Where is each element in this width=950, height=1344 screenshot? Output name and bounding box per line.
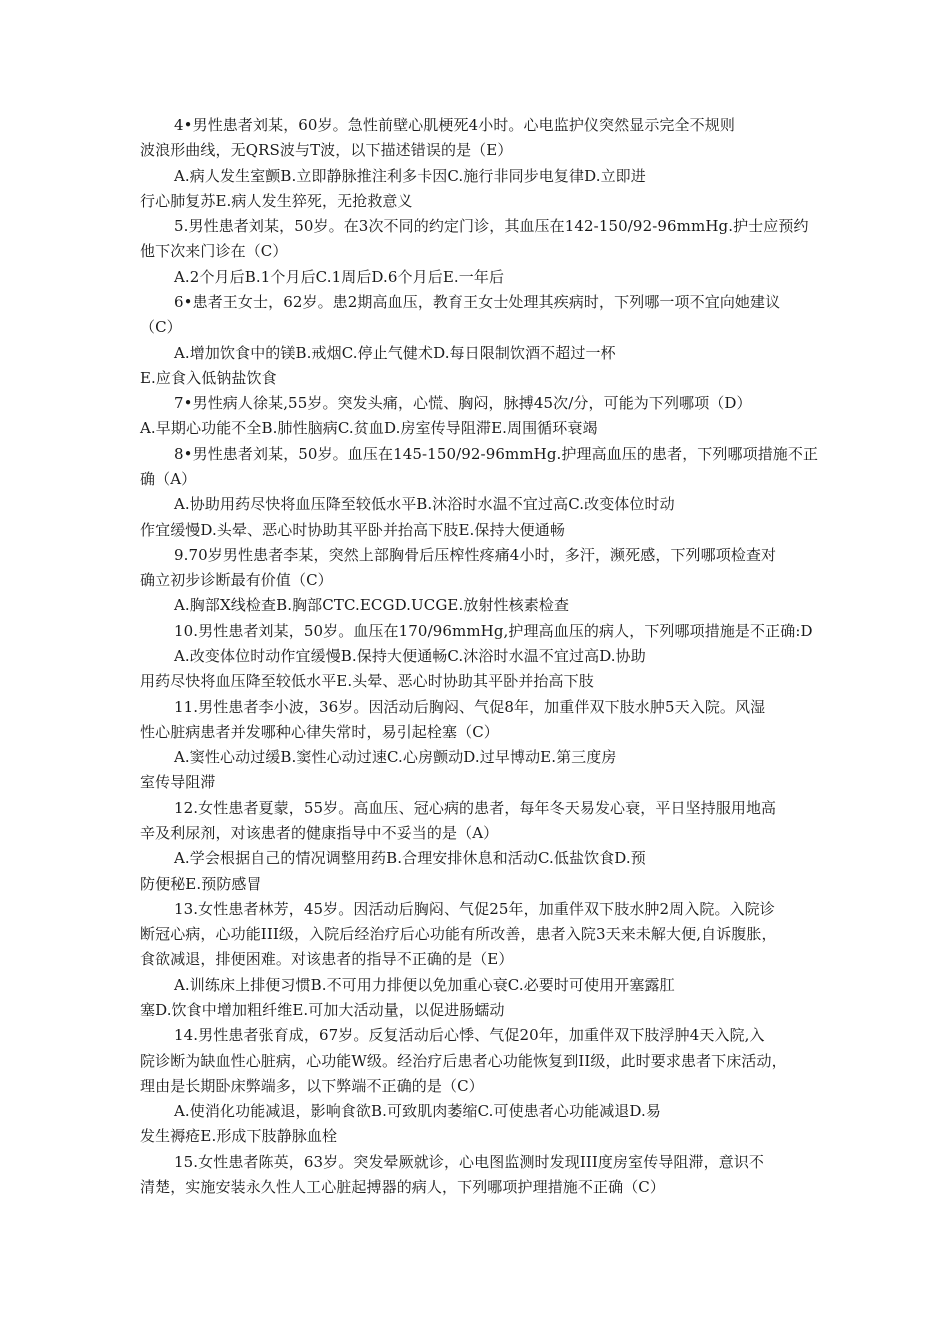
question-8-line-2: 确（A）: [140, 470, 197, 488]
question-4-line-2: 波浪形曲线，无QRS波与T波，以下描述错误的是（E）: [140, 141, 513, 159]
question-13-line-3: 食欲减退，排便困难。对该患者的指导不正确的是（E）: [140, 950, 514, 968]
question-7-line-1: 7•男性病人徐某,55岁。突发头痛，心慌、胸闷，脉搏45次/分，可能为下列哪项（D）: [174, 394, 752, 412]
question-15-line-2: 清楚，实施安装永久性人工心脏起搏器的病人，下列哪项护理措施不正确（C）: [140, 1178, 665, 1196]
question-6-options-line-2: E.应食入低钠盐饮食: [140, 369, 277, 387]
question-8-options-line-1: A.协助用药尽快将血压降至较低水平B.沐浴时水温不宜过高C.改变体位时动: [174, 495, 675, 513]
question-15-line-1: 15.女性患者陈英，63岁。突发晕厥就诊，心电图监测时发现III度房室传导阻滞，意识不: [174, 1153, 765, 1171]
question-12-line-1: 12.女性患者夏蒙，55岁。高血压、冠心病的患者，每年冬天易发心衰，平日坚持服用地高: [174, 799, 777, 817]
question-12-line-2: 辛及利尿剂，对该患者的健康指导中不妥当的是（A）: [140, 824, 499, 842]
question-9-options: A.胸部X线检查B.胸部CTC.ECGD.UCGE.放射性核素检查: [174, 596, 570, 614]
question-5-line-2: 他下次来门诊在（C）: [140, 242, 288, 260]
question-10-options-line-1: A.改变体位时动作宜缓慢B.保持大便通畅C.沐浴时水温不宜过高D.协助: [174, 647, 646, 665]
question-13-options-line-1: A.训练床上排便习惯B.不可用力排便以免加重心衰C.必要时可使用开塞露肛: [174, 976, 675, 994]
question-14-line-1: 14.男性患者张育成，67岁。反复活动后心悸、气促20年，加重伴双下肢浮肿4天入院,入: [174, 1026, 765, 1044]
question-5-line-1: 5.男性患者刘某，50岁。在3次不同的约定门诊，其血压在142-150/92-96mmHg.护士应预约: [174, 217, 809, 235]
question-11-options-line-1: A.窦性心动过缓B.窦性心动过速C.心房颤动D.过早博动E.第三度房: [174, 748, 617, 766]
question-6-line-1: 6•患者王女士，62岁。患2期高血压，教育王女士处理其疾病时，下列哪一项不宜向她建议: [174, 293, 781, 311]
question-11-options-line-2: 室传导阻滞: [140, 773, 216, 791]
question-14-options-line-1: A.使消化功能减退，影响食欲B.可致肌肉萎缩C.可使患者心功能减退D.易: [174, 1102, 661, 1120]
question-13-line-1: 13.女性患者林芳，45岁。因活动后胸闷、气促25年，加重伴双下肢水肿2周入院。入院诊: [174, 900, 775, 918]
question-7-options: A.早期心功能不全B.肺性脑病C.贫血D.房室传导阻滞E.周围循环衰竭: [140, 419, 598, 437]
question-14-line-3: 理由是长期卧床弊端多，以下弊端不正确的是（C）: [140, 1077, 484, 1095]
question-4-options-line-1: A.病人发生室颤B.立即静脉推注利多卡因C.施行非同步电复律D.立即进: [174, 167, 646, 185]
question-8-line-1: 8•男性患者刘某，50岁。血压在145-150/92-96mmHg.护理高血压的患者，下列哪项措施不正: [174, 445, 819, 463]
question-13-line-2: 断冠心病，心功能III级，入院后经治疗后心功能有所改善，患者入院3天来未解大便,自诉腹胀，: [140, 925, 777, 943]
question-12-options-line-1: A.学会根据自己的情况调整用药B.合理安排休息和活动C.低盐饮食D.预: [174, 849, 646, 867]
question-10-options-line-2: 用药尽快将血压降至较低水平E.头晕、恶心时协助其平卧并抬高下肢: [140, 672, 594, 690]
question-13-options-line-2: 塞D.饮食中增加粗纤维E.可加大活动量，以促进肠蠕动: [140, 1001, 505, 1019]
question-11-line-1: 11.男性患者李小波，36岁。因活动后胸闷、气促8年，加重伴双下肢水肿5天入院。风湿: [174, 698, 766, 716]
question-6-line-2: （C）: [140, 318, 182, 336]
question-8-options-line-2: 作宜缓慢D.头晕、恶心时协助其平卧并抬高下肢E.保持大便通畅: [140, 521, 565, 539]
question-12-options-line-2: 防便秘E.预防感冒: [140, 875, 262, 893]
question-4-line-1: 4•男性患者刘某，60岁。急性前壁心肌梗死4小时。心电监护仪突然显示完全不规则: [174, 116, 735, 134]
question-4-options-line-2: 行心肺复苏E.病人发生猝死，无抢救意义: [140, 192, 413, 210]
question-14-options-line-2: 发生褥疮E.形成下肢静脉血栓: [140, 1127, 338, 1145]
question-9-line-2: 确立初步诊断最有价值（C）: [140, 571, 333, 589]
question-10-line-1: 10.男性患者刘某，50岁。血压在170/96mmHg,护理高血压的病人，下列哪项措施是不正确:D: [174, 622, 813, 640]
question-5-options: A.2个月后B.1个月后C.1周后D.6个月后E.一年后: [174, 268, 505, 286]
question-9-line-1: 9.70岁男性患者李某，突然上部胸骨后压榨性疼痛4小时，多汗，濒死感，下列哪项检查对: [174, 546, 777, 564]
question-11-line-2: 性心脏病患者并发哪种心律失常时，易引起栓塞（C）: [140, 723, 499, 741]
question-14-line-2: 院诊断为缺血性心脏病，心功能W级。经治疗后患者心功能恢复到II级，此时要求患者下床活动，: [140, 1052, 787, 1070]
question-6-options-line-1: A.增加饮食中的镁B.戒烟C.停止气健术D.每日限制饮酒不超过一杯: [174, 344, 616, 362]
